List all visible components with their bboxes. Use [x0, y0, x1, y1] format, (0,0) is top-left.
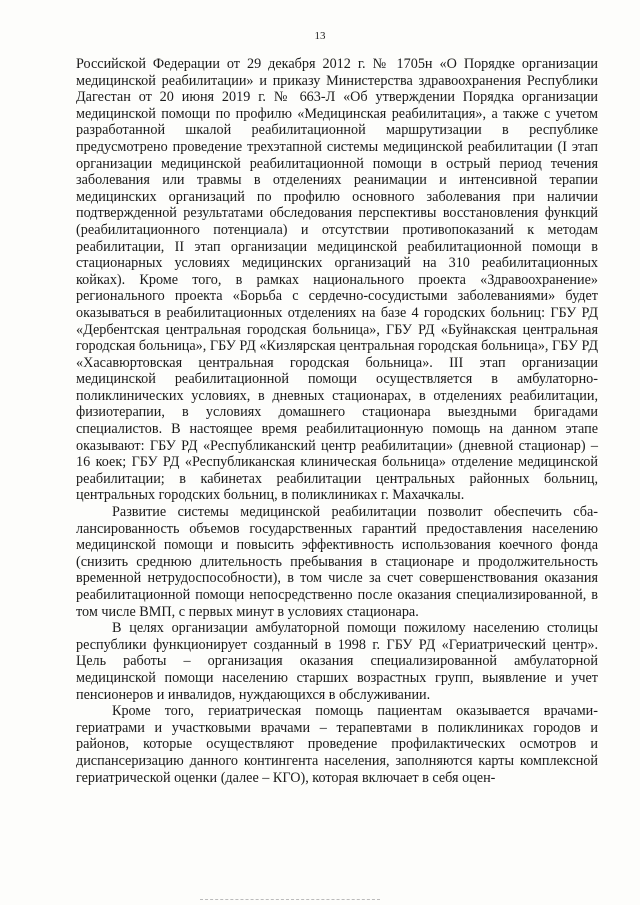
page-number: 13	[314, 30, 326, 42]
paragraph-rehabilitation-development: Развитие системы медицинской реабилитации позволит обеспечить сбалансированность объемов государственных гарантий предоставления населению медицинской помощи и повысить эффективность использования коечного фонда (снизить среднюю длительность пребывания в стационаре и продолжительность временной нетрудоспособности), в том числе за счет совершенствования оказания реабилитационной помощи непосредственно после оказания специализированной, в том числе ВМП, с первых минут в условиях стационара.	[76, 504, 598, 620]
paragraph-rehabilitation-stages: Российской Федерации от 29 декабря 2012 г. № 1705н «О Порядке организации медицинской реабилитации» и приказу Министерства здравоохранения Республики Дагестан от 20 июня 2019 г. № 663-Л «Об утверждении Порядка организации медицинской помощи по профилю «Медицинская реабилитация», а также с учетом разработанной шкалой реабилитационной маршрутизации в республике предусмотрено проведение трехэтапной системы медицинской реабилитации (I этап организации медицинской реабилитационной помощи в острый период течения заболевания или травмы в отделениях реанимации и интенсивной терапии медицинских организаций по профилю основного заболевания при наличии подтвержденной результатами обследования перспективы восстановления функций (реабилитационного потенциала) и отсутствии противопоказаний к методам реабилитации, II этап организации медицинской реабилитационной помощи в стационарных условиях медицинских организаций на 310 реабилитационных койках). Кроме того, в рамках национального проекта «Здравоохранение» регионального проекта «Борьба с сердечно-сосудистыми заболеваниями» будет оказываться в реабилитационных отделениях на базе 4 городских больниц: ГБУ РД «Дербентская центральная городская больница», ГБУ РД «Буйнакская центральная городская больница», ГБУ РД «Кизлярская центральная городская больница», ГБУ РД «Хасавюртовская центральная городская больница». III этап организации медицинской реабилитационной помощи осуществляется в амбулаторно-поликлинических условиях, в дневных стационарах, в отделениях реабилитации, физиотерапии, в условиях домашнего стационара выездными бригадами специалистов. В настоящее время реабилитационную помощь на данном этапе оказывают: ГБУ РД «Республиканский центр реабилитации» (дневной стационар) – 16 коек; ГБУ РД «Республиканская клиническая больница» отделение медицинской реабилитации; в кабинетах реабилитации центральных районных больниц, центральных городских больниц, в поликлиниках г. Махачкалы.	[76, 56, 598, 504]
scan-edge-artifact	[200, 899, 380, 901]
paragraph-geriatric-care: Кроме того, гериатрическая помощь пациентам оказывается врачами-гериатрами и участковыми врачами – терапевтами в поликлиниках городов и районов, которые осуществляют проведение профилактических осмотров и диспансеризацию данного контингента населения, заполняются карты комплексной гериатрической оценки (далее – КГО), которая включает в себя оцен-	[76, 703, 598, 786]
document-body	[76, 56, 598, 786]
paragraph-geriatric-center: В целях организации амбулаторной помощи пожилому населению столицы республики функционирует созданный в 1998 г. ГБУ РД «Гериатрический центр». Цель работы – организация оказания специализированной амбулаторной медицинской помощи населению старших возрастных групп, выявление и учет пенсионеров и инвалидов, нуждающихся в обслуживании.	[76, 620, 598, 703]
